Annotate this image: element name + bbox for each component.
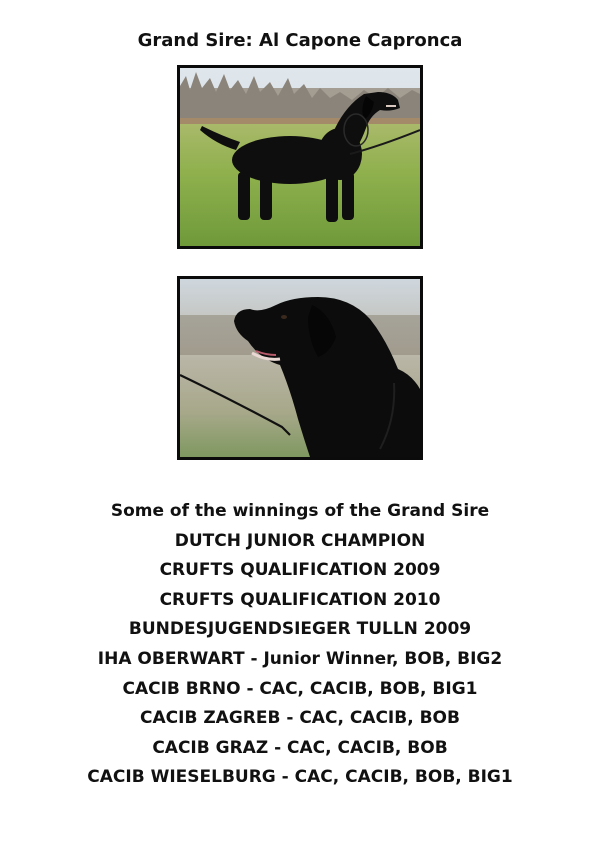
winning-item: CRUFTS QUALIFICATION 2010 [159,589,441,610]
winnings-list [0,497,600,793]
winning-item: CACIB WIESELBURG - CAC, CACIB, BOB, BIG1 [87,767,513,788]
winning-item: CACIB ZAGREB - CAC, CACIB, BOB [140,708,460,729]
winning-item: CACIB GRAZ - CAC, CACIB, BOB [152,737,448,758]
winning-item: BUNDESJUGENDSIEGER TULLN 2009 [128,619,472,640]
winning-item: IHA OBERWART - Junior Winner, BOB, BIG2 [97,648,503,669]
winning-item: DUTCH JUNIOR CHAMPION [174,530,426,551]
winning-item: CRUFTS QUALIFICATION 2009 [159,560,441,581]
black-labrador-standing-photo-icon [180,68,420,246]
black-labrador-head-profile-photo-icon [180,279,420,457]
winning-item: CACIB BRNO - CAC, CACIB, BOB, BIG1 [122,678,478,699]
photo-frame-head [177,276,423,460]
photo-frame-standing [177,65,423,249]
page-title: Grand Sire: Al Capone Capronca [137,30,463,51]
winnings-heading: Some of the winnings of the Grand Sire [110,501,490,521]
